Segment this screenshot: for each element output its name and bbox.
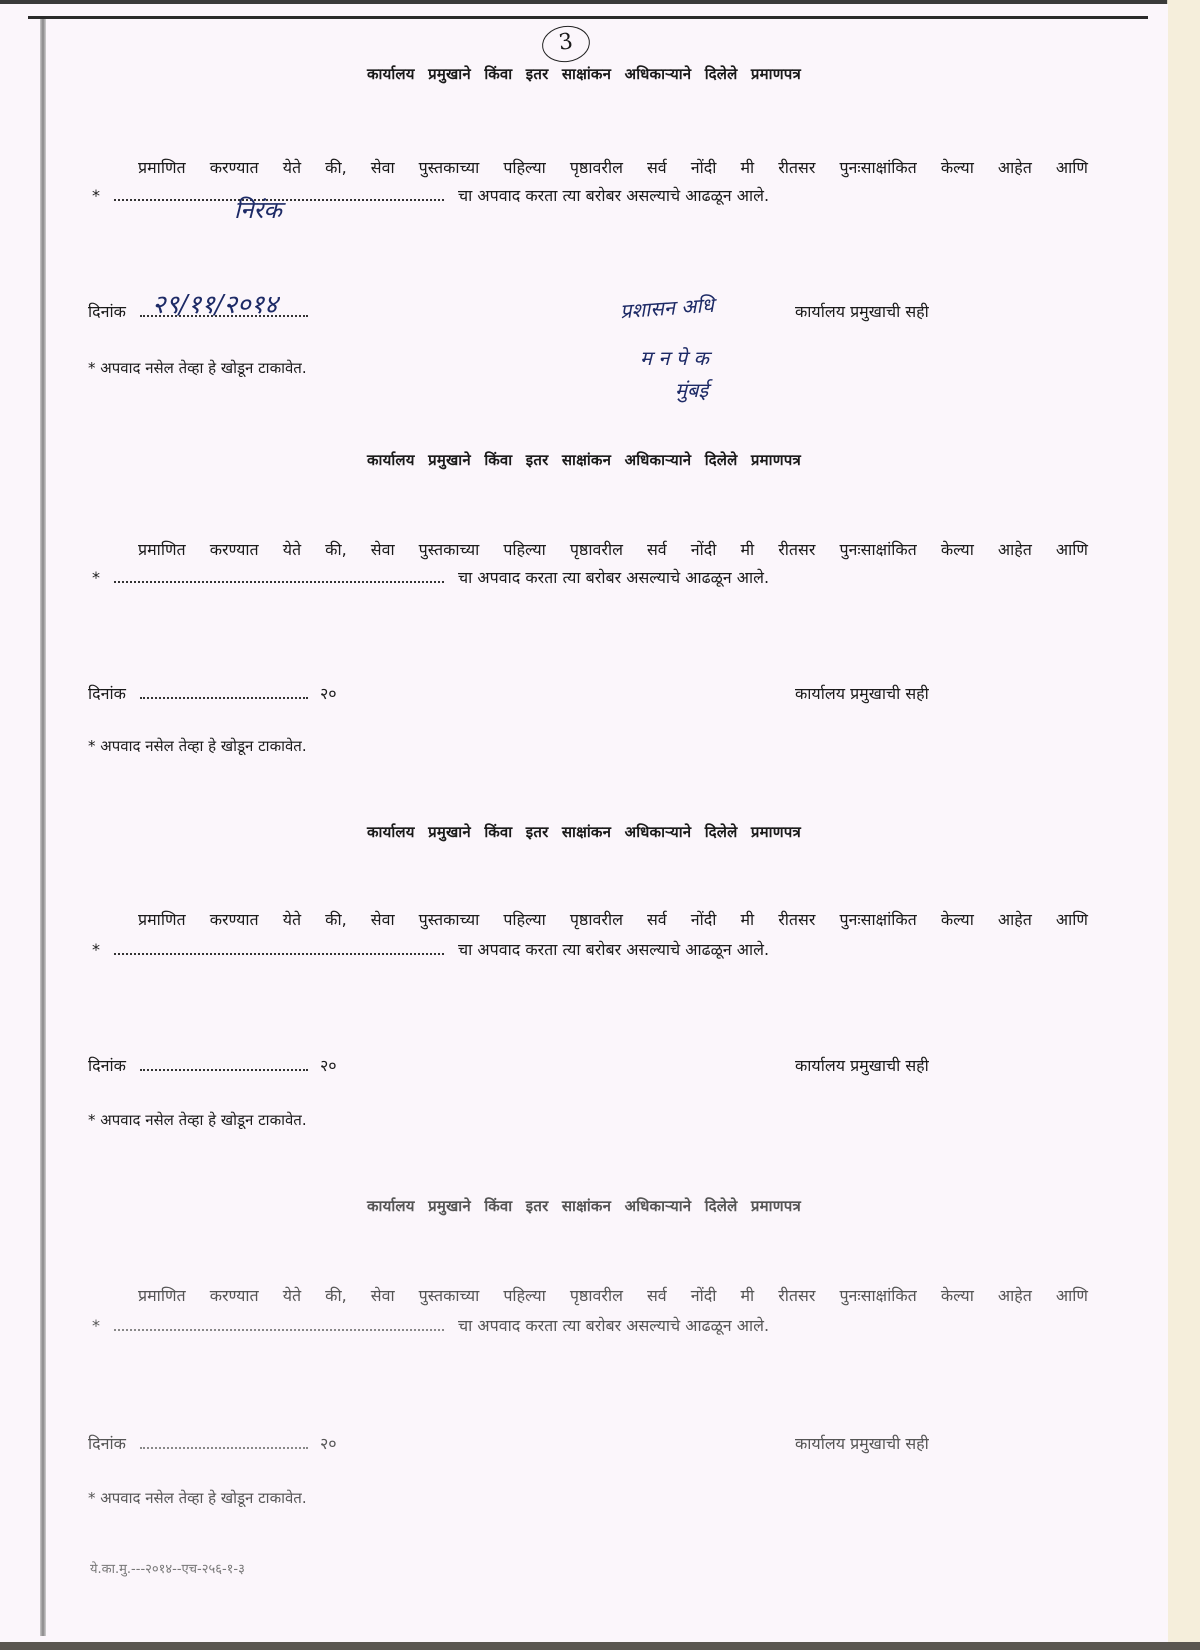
exception-suffix: चा अपवाद करता त्या बरोबर असल्याचे आढळून आले. [458,940,770,959]
date-field[interactable] [140,1055,308,1071]
certificate-title: कार्यालय प्रमुखाने किंवा इतर साक्षांकन अधिकाऱ्याने दिलेले प्रमाणपत्र [367,65,801,83]
signature-label: कार्यालय प्रमुखाची सही [795,302,929,321]
signature-label: कार्यालय प्रमुखाची सही [795,684,929,703]
date-label: दिनांक [88,302,126,321]
date-field[interactable] [140,1433,308,1449]
scan-bottom-edge [0,1642,1200,1650]
exception-note: * अपवाद नसेल तेव्हा हे खोडून टाकावेत. [88,1111,307,1129]
certificate-title: कार्यालय प्रमुखाने किंवा इतर साक्षांकन अधिकाऱ्याने दिलेले प्रमाणपत्र [367,451,801,469]
page-number-mark: 3 [540,23,593,65]
asterisk-marker: * [92,1316,100,1335]
certificate-title: कार्यालय प्रमुखाने किंवा इतर साक्षांकन अधिकाऱ्याने दिलेले प्रमाणपत्र [367,1197,801,1215]
handwritten-date: २९/११/२०१४ [151,290,278,320]
signature-label: कार्यालय प्रमुखाची सही [795,1434,929,1453]
handwritten-exception: निरंक [234,196,282,224]
exception-line [92,566,769,588]
year-prefix: २० [319,1056,337,1075]
exception-field[interactable] [114,185,444,224]
exception-line [92,1314,769,1336]
date-row [88,1054,337,1076]
asterisk-marker: * [92,186,100,205]
handwritten-signature-line-3: मुंबई [675,378,709,402]
date-label: दिनांक [88,1056,126,1075]
exception-line [92,184,770,224]
asterisk-marker: * [92,940,100,959]
certificate-statement: प्रमाणित करण्यात येते की, सेवा पुस्तकाच्या पहिल्या पृष्ठावरील सर्व नोंदी मी रीतसर पुनःसाक्षांकित केल्या आहेत आणि [138,1286,1088,1305]
certificate-statement: प्रमाणित करण्यात येते की, सेवा पुस्तकाच्या पहिल्या पृष्ठावरील सर्व नोंदी मी रीतसर पुनःसाक्षांकित केल्या आहेत आणि [138,540,1088,559]
asterisk-marker: * [92,568,100,587]
exception-note: * अपवाद नसेल तेव्हा हे खोडून टाकावेत. [88,737,307,755]
exception-field[interactable] [114,567,444,583]
date-label: दिनांक [88,1434,126,1453]
date-row [88,1432,337,1454]
date-row [88,682,337,704]
year-prefix: २० [319,684,337,703]
exception-note: * अपवाद नसेल तेव्हा हे खोडून टाकावेत. [88,359,307,377]
document-page [0,4,1168,1642]
handwritten-signature-line-1: प्रशासन अधि [619,292,715,324]
exception-line [92,938,769,960]
exception-note: * अपवाद नसेल तेव्हा हे खोडून टाकावेत. [88,1489,307,1507]
exception-suffix: चा अपवाद करता त्या बरोबर असल्याचे आढळून आले. [458,1316,770,1335]
top-rule [28,16,1148,19]
date-field[interactable] [140,683,308,699]
exception-field[interactable] [114,939,444,955]
exception-suffix: चा अपवाद करता त्या बरोबर असल्याचे आढळून आले. [458,186,770,205]
exception-field[interactable] [114,1315,444,1331]
date-label: दिनांक [88,684,126,703]
certificate-title: कार्यालय प्रमुखाने किंवा इतर साक्षांकन अधिकाऱ्याने दिलेले प्रमाणपत्र [367,823,801,841]
certificate-statement: प्रमाणित करण्यात येते की, सेवा पुस्तकाच्या पहिल्या पृष्ठावरील सर्व नोंदी मी रीतसर पुनःसाक्षांकित केल्या आहेत आणि [138,158,1088,177]
date-row [88,290,320,322]
certificate-statement: प्रमाणित करण्यात येते की, सेवा पुस्तकाच्या पहिल्या पृष्ठावरील सर्व नोंदी मी रीतसर पुनःसाक्षांकित केल्या आहेत आणि [138,910,1088,929]
print-reference-footer: ये.का.मु.---२०१४--एच-२५६-१-३ [90,1562,245,1577]
exception-suffix: चा अपवाद करता त्या बरोबर असल्याचे आढळून आले. [458,568,770,587]
scan-background-strip [1167,0,1200,1650]
year-prefix: २० [319,1434,337,1453]
date-field[interactable] [140,290,308,320]
signature-label: कार्यालय प्रमुखाची सही [795,1056,929,1075]
handwritten-signature-line-2: म न पे क [640,346,709,370]
